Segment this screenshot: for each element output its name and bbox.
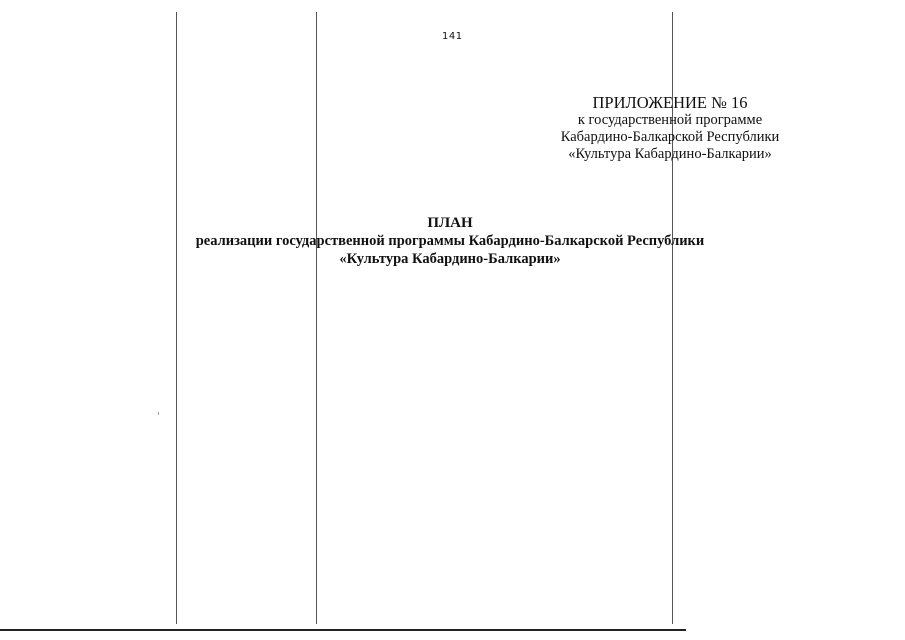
- table-border-line-middle: [316, 12, 317, 624]
- appendix-line: Кабардино-Балкарской Республики: [560, 129, 780, 145]
- scan-speck: [158, 412, 159, 415]
- plan-subtitle-line: реализации государственной программы Кабардино-Балкарской Республики: [195, 233, 705, 249]
- plan-title: ПЛАН: [427, 215, 473, 231]
- appendix-block: [520, 93, 820, 163]
- plan-subtitle-line: «Культура Кабардино-Балкарии»: [339, 251, 561, 267]
- table-border-line-left: [176, 12, 177, 624]
- appendix-line: «Культура Кабардино-Балкарии»: [568, 146, 772, 162]
- plan-title-block: [150, 214, 750, 268]
- appendix-line: к государственной программе: [577, 112, 763, 128]
- page-number: 141: [442, 31, 463, 42]
- table-bottom-rule: [0, 629, 686, 631]
- appendix-heading: ПРИЛОЖЕНИЕ № 16: [592, 93, 748, 112]
